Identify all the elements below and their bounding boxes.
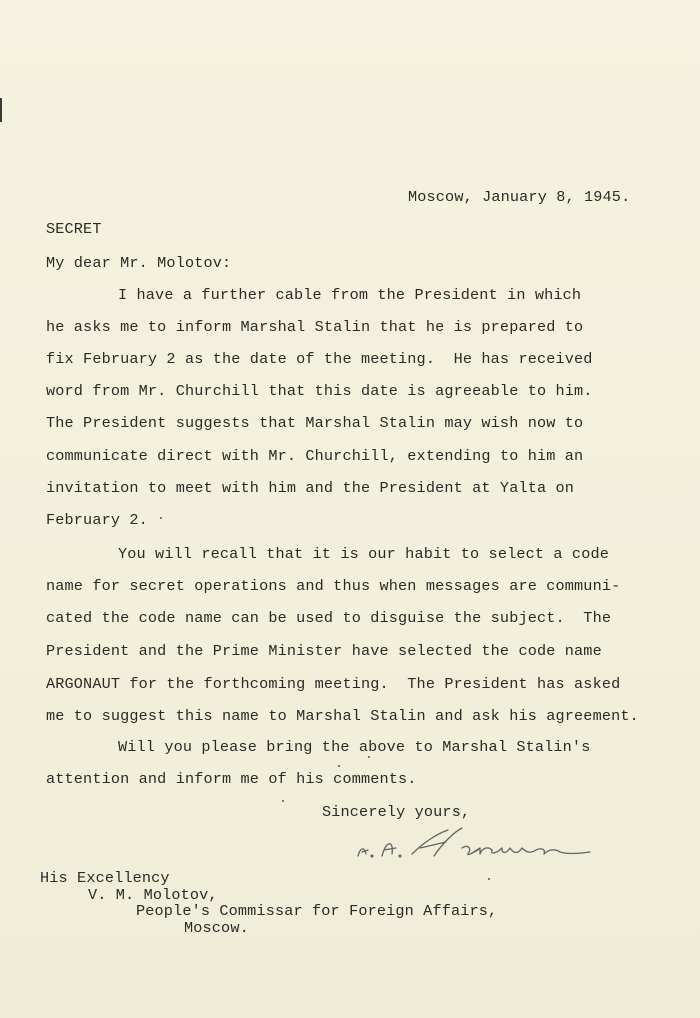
ink-speck — [282, 800, 284, 802]
ink-speck — [160, 517, 162, 519]
ink-speck — [368, 756, 370, 758]
body-line: attention and inform me of his comments. — [46, 770, 417, 788]
body-line: I have a further cable from the President in which — [118, 286, 582, 304]
body-line: You will recall that it is our habit to select a code — [118, 545, 609, 563]
body-line: invitation to meet with him and the President at Yalta on — [46, 479, 575, 497]
salutation: My dear Mr. Molotov: — [46, 254, 232, 272]
body-line: fix February 2 as the date of the meeting. He has received — [46, 350, 593, 368]
addressee-line: People's Commissar for Foreign Affairs, — [136, 902, 498, 920]
date-line: Moscow, January 8, 1945. — [408, 188, 631, 206]
binding-mark — [0, 98, 2, 122]
closing: Sincerely yours, — [322, 803, 471, 821]
body-line: The President suggests that Marshal Stalin may wish now to — [46, 414, 584, 432]
body-line: word from Mr. Churchill that this date is agreeable to him. — [46, 382, 593, 400]
body-line: ARGONAUT for the forthcoming meeting. The President has asked — [46, 675, 621, 693]
body-line: Will you please bring the above to Marshal Stalin's — [118, 738, 591, 756]
body-line: name for secret operations and thus when messages are communi- — [46, 577, 621, 595]
body-line: he asks me to inform Marshal Stalin that he is prepared to — [46, 318, 584, 336]
body-line: cated the code name can be used to disguise the subject. The — [46, 609, 612, 627]
ink-speck — [338, 765, 340, 767]
body-line: communicate direct with Mr. Churchill, extending to him an — [46, 447, 584, 465]
body-line: President and the Prime Minister have selected the code name — [46, 642, 602, 660]
addressee-line: V. M. Molotov, — [88, 886, 218, 904]
body-line: February 2. — [46, 511, 148, 529]
classification-label: SECRET — [46, 220, 102, 238]
ink-speck — [488, 878, 490, 880]
addressee-line: Moscow. — [184, 919, 249, 937]
handwritten-signature — [350, 826, 610, 866]
addressee-line: His Excellency — [40, 869, 170, 887]
body-line: me to suggest this name to Marshal Stalin and ask his agreement. — [46, 707, 639, 725]
